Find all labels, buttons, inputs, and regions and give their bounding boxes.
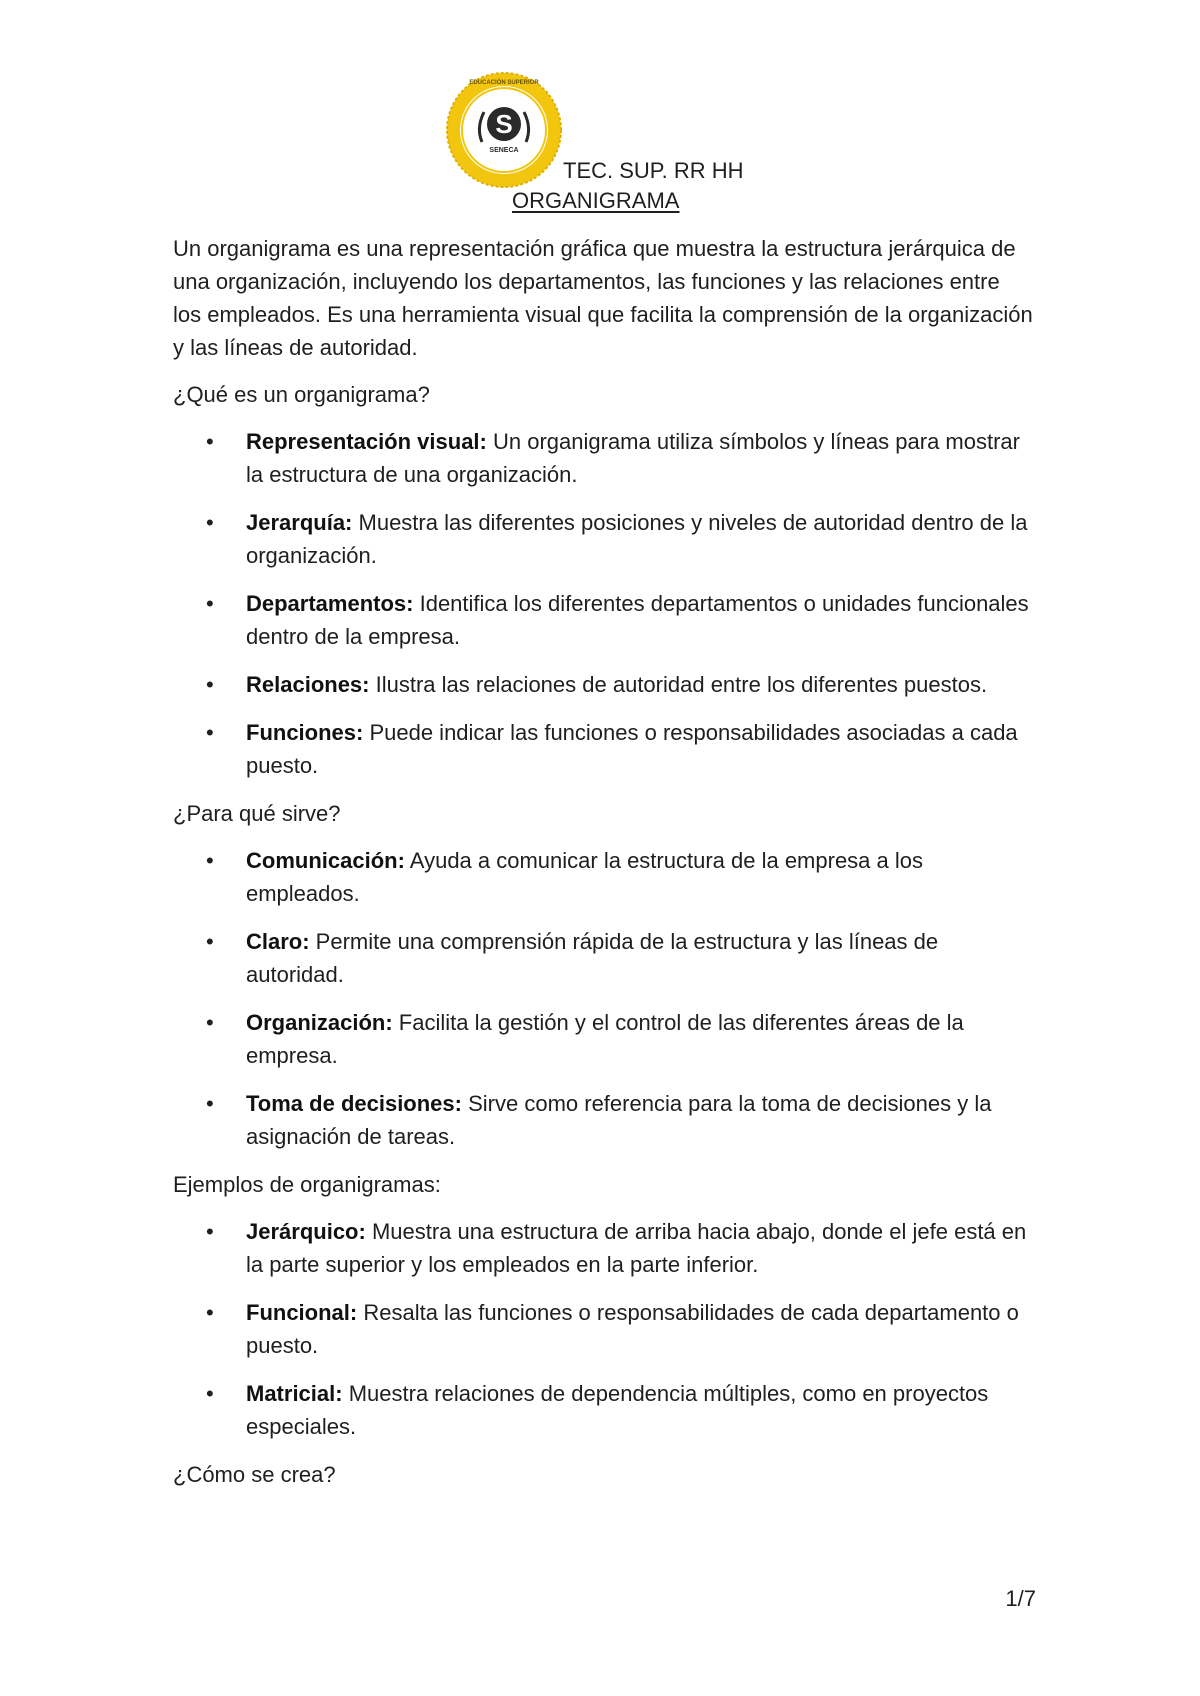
section-heading-ejemplos: Ejemplos de organigramas: (173, 1172, 441, 1197)
list-item (173, 1296, 1033, 1362)
list-item (173, 1087, 1033, 1153)
list-item (173, 844, 1033, 910)
item-term: Departamentos: (246, 591, 414, 616)
item-term: Funciones: (246, 720, 364, 745)
item-term: Toma de decisiones: (246, 1091, 462, 1116)
svg-text:SENECA: SENECA (489, 147, 519, 154)
section-heading-como-se-crea: ¿Cómo se crea? (173, 1462, 336, 1487)
section-heading-para-que: ¿Para qué sirve? (173, 801, 341, 826)
item-term: Claro: (246, 929, 310, 954)
document-body (173, 232, 1033, 1491)
course-label: TEC. SUP. RR HH (563, 158, 744, 183)
item-text: Sirve como referencia para la toma de decisiones y la asignación de tareas. (246, 1091, 992, 1149)
item-text: Identifica los diferentes departamentos o unidades funcionales dentro de la empresa. (246, 591, 1029, 649)
list-item (173, 668, 1033, 701)
list-item (173, 1006, 1033, 1072)
item-text: Muestra relaciones de dependencia múltiples, como en proyectos especiales. (246, 1381, 989, 1439)
item-text: Permite una comprensión rápida de la estructura y las líneas de autoridad. (246, 929, 939, 987)
list-item (173, 925, 1033, 991)
svg-text:S: S (495, 109, 513, 139)
item-text: Facilita la gestión y el control de las diferentes áreas de la empresa. (246, 1010, 964, 1068)
item-term: Funcional: (246, 1300, 358, 1325)
item-term: Jerárquico: (246, 1219, 366, 1244)
item-text: Resalta las funciones o responsabilidades de cada departamento o puesto. (246, 1300, 1019, 1358)
list-item (173, 1215, 1033, 1281)
section-heading-que-es: ¿Qué es un organigrama? (173, 382, 430, 407)
list-item (173, 716, 1033, 782)
item-text: Puede indicar las funciones o responsabilidades asociadas a cada puesto. (246, 720, 1018, 778)
bullet-list-ejemplos (173, 1215, 1033, 1443)
item-term: Jerarquía: (246, 510, 353, 535)
page-number: 1/7 (1005, 1586, 1036, 1611)
item-term: Representación visual: (246, 429, 487, 454)
list-item (173, 425, 1033, 491)
bullet-list-para-que (173, 844, 1033, 1153)
seneca-logo (446, 72, 562, 188)
item-term: Relaciones: (246, 672, 370, 697)
list-item (173, 1377, 1033, 1443)
list-item (173, 587, 1033, 653)
item-text: Un organigrama utiliza símbolos y líneas para mostrar la estructura de una organización. (246, 429, 1020, 487)
bullet-list-que-es (173, 425, 1033, 782)
item-text: Muestra las diferentes posiciones y niveles de autoridad dentro de la organización. (246, 510, 1028, 568)
document-title: ORGANIGRAMA (512, 188, 680, 213)
item-term: Comunicación: (246, 848, 405, 873)
item-term: Matricial: (246, 1381, 343, 1406)
svg-text:EDUCACIÓN SUPERIOR: EDUCACIÓN SUPERIOR (469, 80, 539, 86)
item-term: Organización: (246, 1010, 393, 1035)
item-text: Ayuda a comunicar la estructura de la empresa a los empleados. (246, 848, 924, 906)
item-text: Ilustra las relaciones de autoridad entre los diferentes puestos. (369, 672, 988, 697)
list-item (173, 506, 1033, 572)
item-text: Muestra una estructura de arriba hacia abajo, donde el jefe está en la parte superior y los empleados en la parte inferior. (246, 1219, 1027, 1277)
intro-paragraph: Un organigrama es una representación gráfica que muestra la estructura jerárquica de una organización, incluyendo los departamentos, las funciones y las relaciones entre los empleados. Es una herramienta visual que facilita la comprensión de la organización y las líneas de autoridad. (173, 236, 1033, 360)
